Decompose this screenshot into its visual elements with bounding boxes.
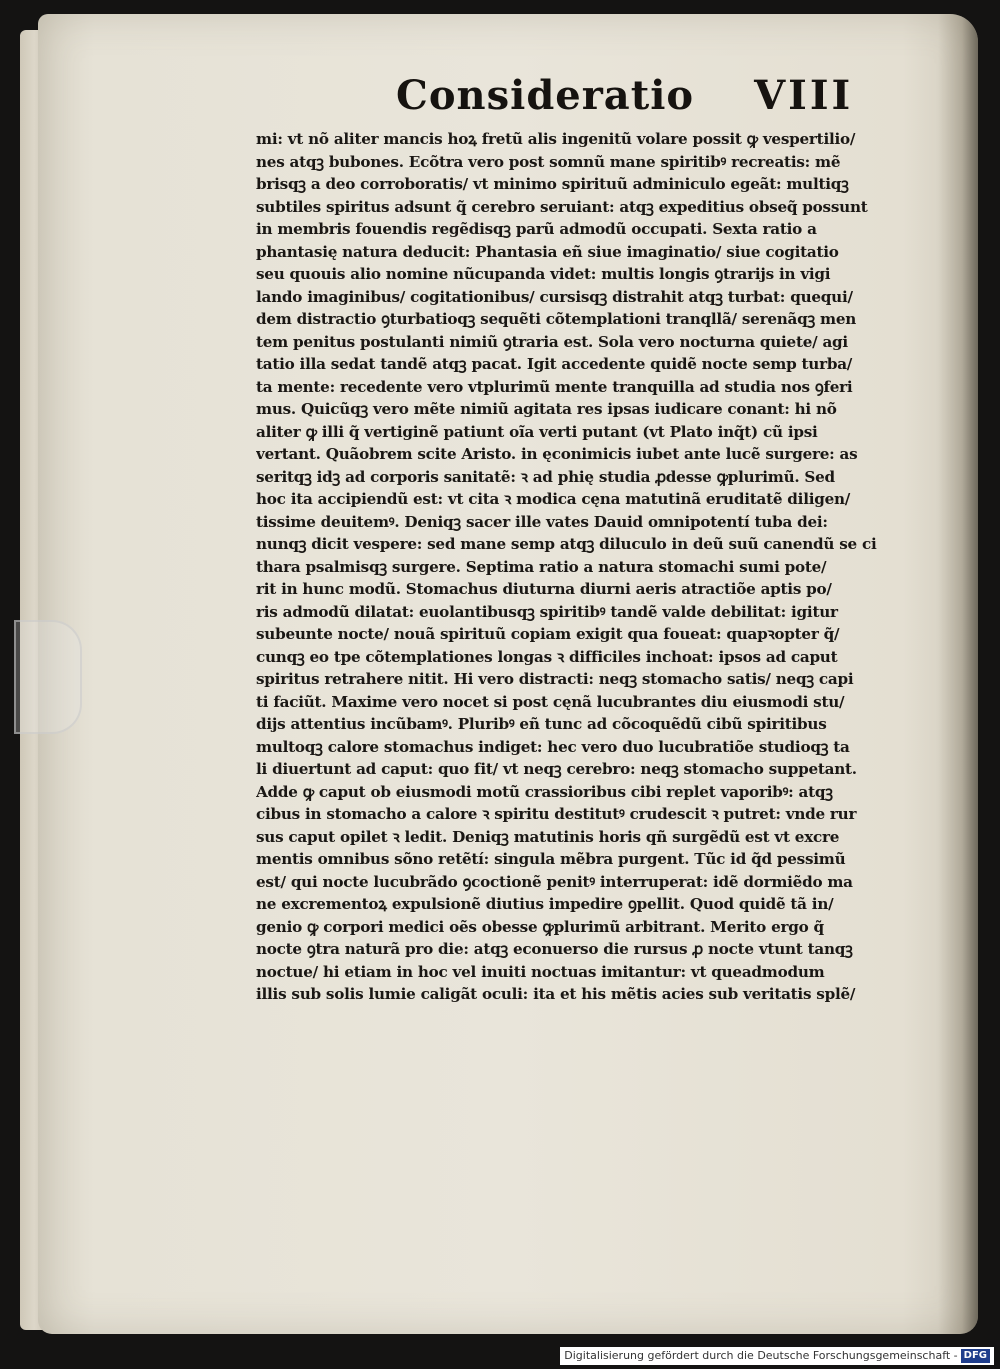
text-line: hoc ita accipiendũ est: vt cita ꝛ modica cęna matutinã eruditatẽ diligen/	[256, 490, 851, 508]
text-line: dem distractio ꝯturbatioqꝫ sequẽti cõtemplationi tranqllã/ serenãqꝫ men	[256, 310, 857, 328]
text-line: noctue/ hi etiam in hoc vel inuiti noctuas imitantur: vt queadmodum	[256, 962, 825, 981]
text-line: genio ꝙ corpori medici oẽs obesse ꝙplurimũ arbitrant. Merito ergo q̃	[256, 917, 824, 936]
text-line: seu quouis alio nomine nũcupanda videt: multis longis ꝯtrarijs in vigi	[256, 265, 831, 283]
text-line: dijs attentius incũbamꝰ. Pluribꝰ eñ tunc ad cõcoquẽdũ cibũ spiritibus	[256, 715, 827, 733]
text-line: sus caput opilet ꝛ ledit. Deniqꝫ matutinis horis qñ surgẽdũ est vt excre	[256, 827, 840, 846]
text-line: tatio illa sedat tandẽ atqꝫ pacat. Igit accedente quidẽ nocte semp turba/	[256, 355, 853, 373]
text-line: cibus in stomacho a calore ꝛ spiritu destitutꝰ crudescit ꝛ putret: vnde rur	[256, 805, 857, 823]
running-heading	[396, 72, 854, 119]
text-line: multoqꝫ calore stomachus indiget: hec vero duo lucubratiõe studioqꝫ ta	[256, 737, 850, 756]
page-clip	[14, 620, 82, 734]
text-line: nunqꝫ dicit vespere: sed mane semp atqꝫ diluculo in deũ suũ canendũ se ci	[256, 535, 877, 553]
text-line: vertant. Quãobrem scite Aristo. in ęconimicis iubet ante lucẽ surgere: as	[256, 445, 858, 463]
heading-number: VIII	[754, 72, 854, 119]
text-line: illis sub solis lumie caligãt oculi: ita et his mẽtis acies sub veritatis splẽ/	[256, 985, 856, 1003]
dfg-logo: DFG	[961, 1349, 990, 1363]
text-line: spiritus retrahere nitit. Hi vero distracti: neqꝫ stomacho satis/ neqꝫ capi	[256, 670, 854, 688]
text-line: est/ qui nocte lucubrãdo ꝯcoctionẽ penitꝰ interruperat: idẽ dormiẽdo ma	[256, 872, 853, 891]
page-gutter-shadow	[938, 14, 978, 1334]
text-line: ne excrementoꝝ expulsionẽ diutius impedire ꝯpellit. Quod quidẽ tã in/	[256, 895, 834, 913]
text-line: ta mente: recedente vero vtplurimũ mente tranquilla ad studia nos ꝯferi	[256, 377, 853, 396]
text-line: cunqꝫ eo tpe cõtemplationes longas ꝛ difficiles inchoat: ipsos ad caput	[256, 647, 838, 666]
text-line: nes atqꝫ bubones. Ecõtra vero post somnũ mane spiritibꝰ recreatis: mẽ	[256, 152, 841, 171]
text-line: mentis omnibus sõno retẽtí: singula mẽbra purgent. Tũc id q̃d pessimũ	[256, 850, 846, 868]
credit-text: Digitalisierung gefördert durch die Deutsche Forschungsgemeinschaft -	[564, 1349, 958, 1362]
text-line: brisqꝫ a deo corroboratis/ vt minimo spirituũ adminiculo egeãt: multiqꝫ	[256, 175, 849, 193]
heading-title: Consideratio	[396, 72, 695, 119]
text-line: seritqꝫ idꝫ ad corporis sanitatẽ: ꝛ ad phię studia ꝓdesse ꝙplurimũ. Sed	[256, 467, 835, 486]
text-line: mus. Quicũqꝫ vero mẽte nimiũ agitata res ipsas iudicare conant: hi nõ	[256, 400, 837, 418]
digitization-credit	[560, 1347, 994, 1365]
text-line: tem penitus postulanti nimiũ ꝯtraria est. Sola vero nocturna quiete/ agi	[256, 332, 848, 351]
text-line: rit in hunc modũ. Stomachus diuturna diurni aeris atractiõe aptis po/	[256, 580, 832, 598]
text-line: tissime deuitemꝰ. Deniqꝫ sacer ille vates Dauid omnipotentí tuba dei:	[256, 512, 828, 531]
text-line: mi: vt nõ aliter mancis hoꝝ fretũ alis ingenitũ volare possit ꝙ vespertilio/	[256, 130, 856, 148]
text-line: subeunte nocte/ nouã spirituũ copiam exigit qua foueat: quapꝛopter q̃/	[256, 625, 840, 643]
text-line: ti faciũt. Maxime vero nocet si post cęnã lucubrantes diu eiusmodi stu/	[256, 692, 845, 711]
text-line: subtiles spiritus adsunt q̃ cerebro seruiant: atqꝫ expeditius obseq̃ possunt	[256, 197, 868, 216]
text-line: lando imaginibus/ cogitationibus/ cursisqꝫ distrahit atqꝫ turbat: quequi/	[256, 287, 853, 306]
text-line: aliter ꝙ illi q̃ vertiginẽ patiunt oĩa verti putant (vt Plato inq̃t) cũ ipsi	[256, 422, 818, 441]
text-line: thara psalmisqꝫ surgere. Septima ratio a natura stomachi sumi pote/	[256, 557, 827, 576]
text-line: phantasię natura deducit: Phantasia eñ siue imaginatio/ siue cogitatio	[256, 242, 839, 261]
text-line: nocte ꝯtra naturã pro die: atqꝫ econuerso die rursus ꝓ nocte vtunt tanqꝫ	[256, 940, 853, 958]
text-line: li diuertunt ad caput: quo fit/ vt neqꝫ cerebro: neqꝫ stomacho suppetant.	[256, 760, 857, 778]
text-line: ris admodũ dilatat: euolantibusqꝫ spiritibꝰ tandẽ valde debilitat: igitur	[256, 602, 838, 621]
text-block	[256, 128, 888, 1006]
text-line: Adde ꝙ caput ob eiusmodi motũ crassioribus cibi replet vaporibꝰ: atqꝫ	[256, 782, 833, 801]
text-line: in membris fouendis regẽdisqꝫ parũ admodũ occupati. Sexta ratio a	[256, 220, 817, 238]
